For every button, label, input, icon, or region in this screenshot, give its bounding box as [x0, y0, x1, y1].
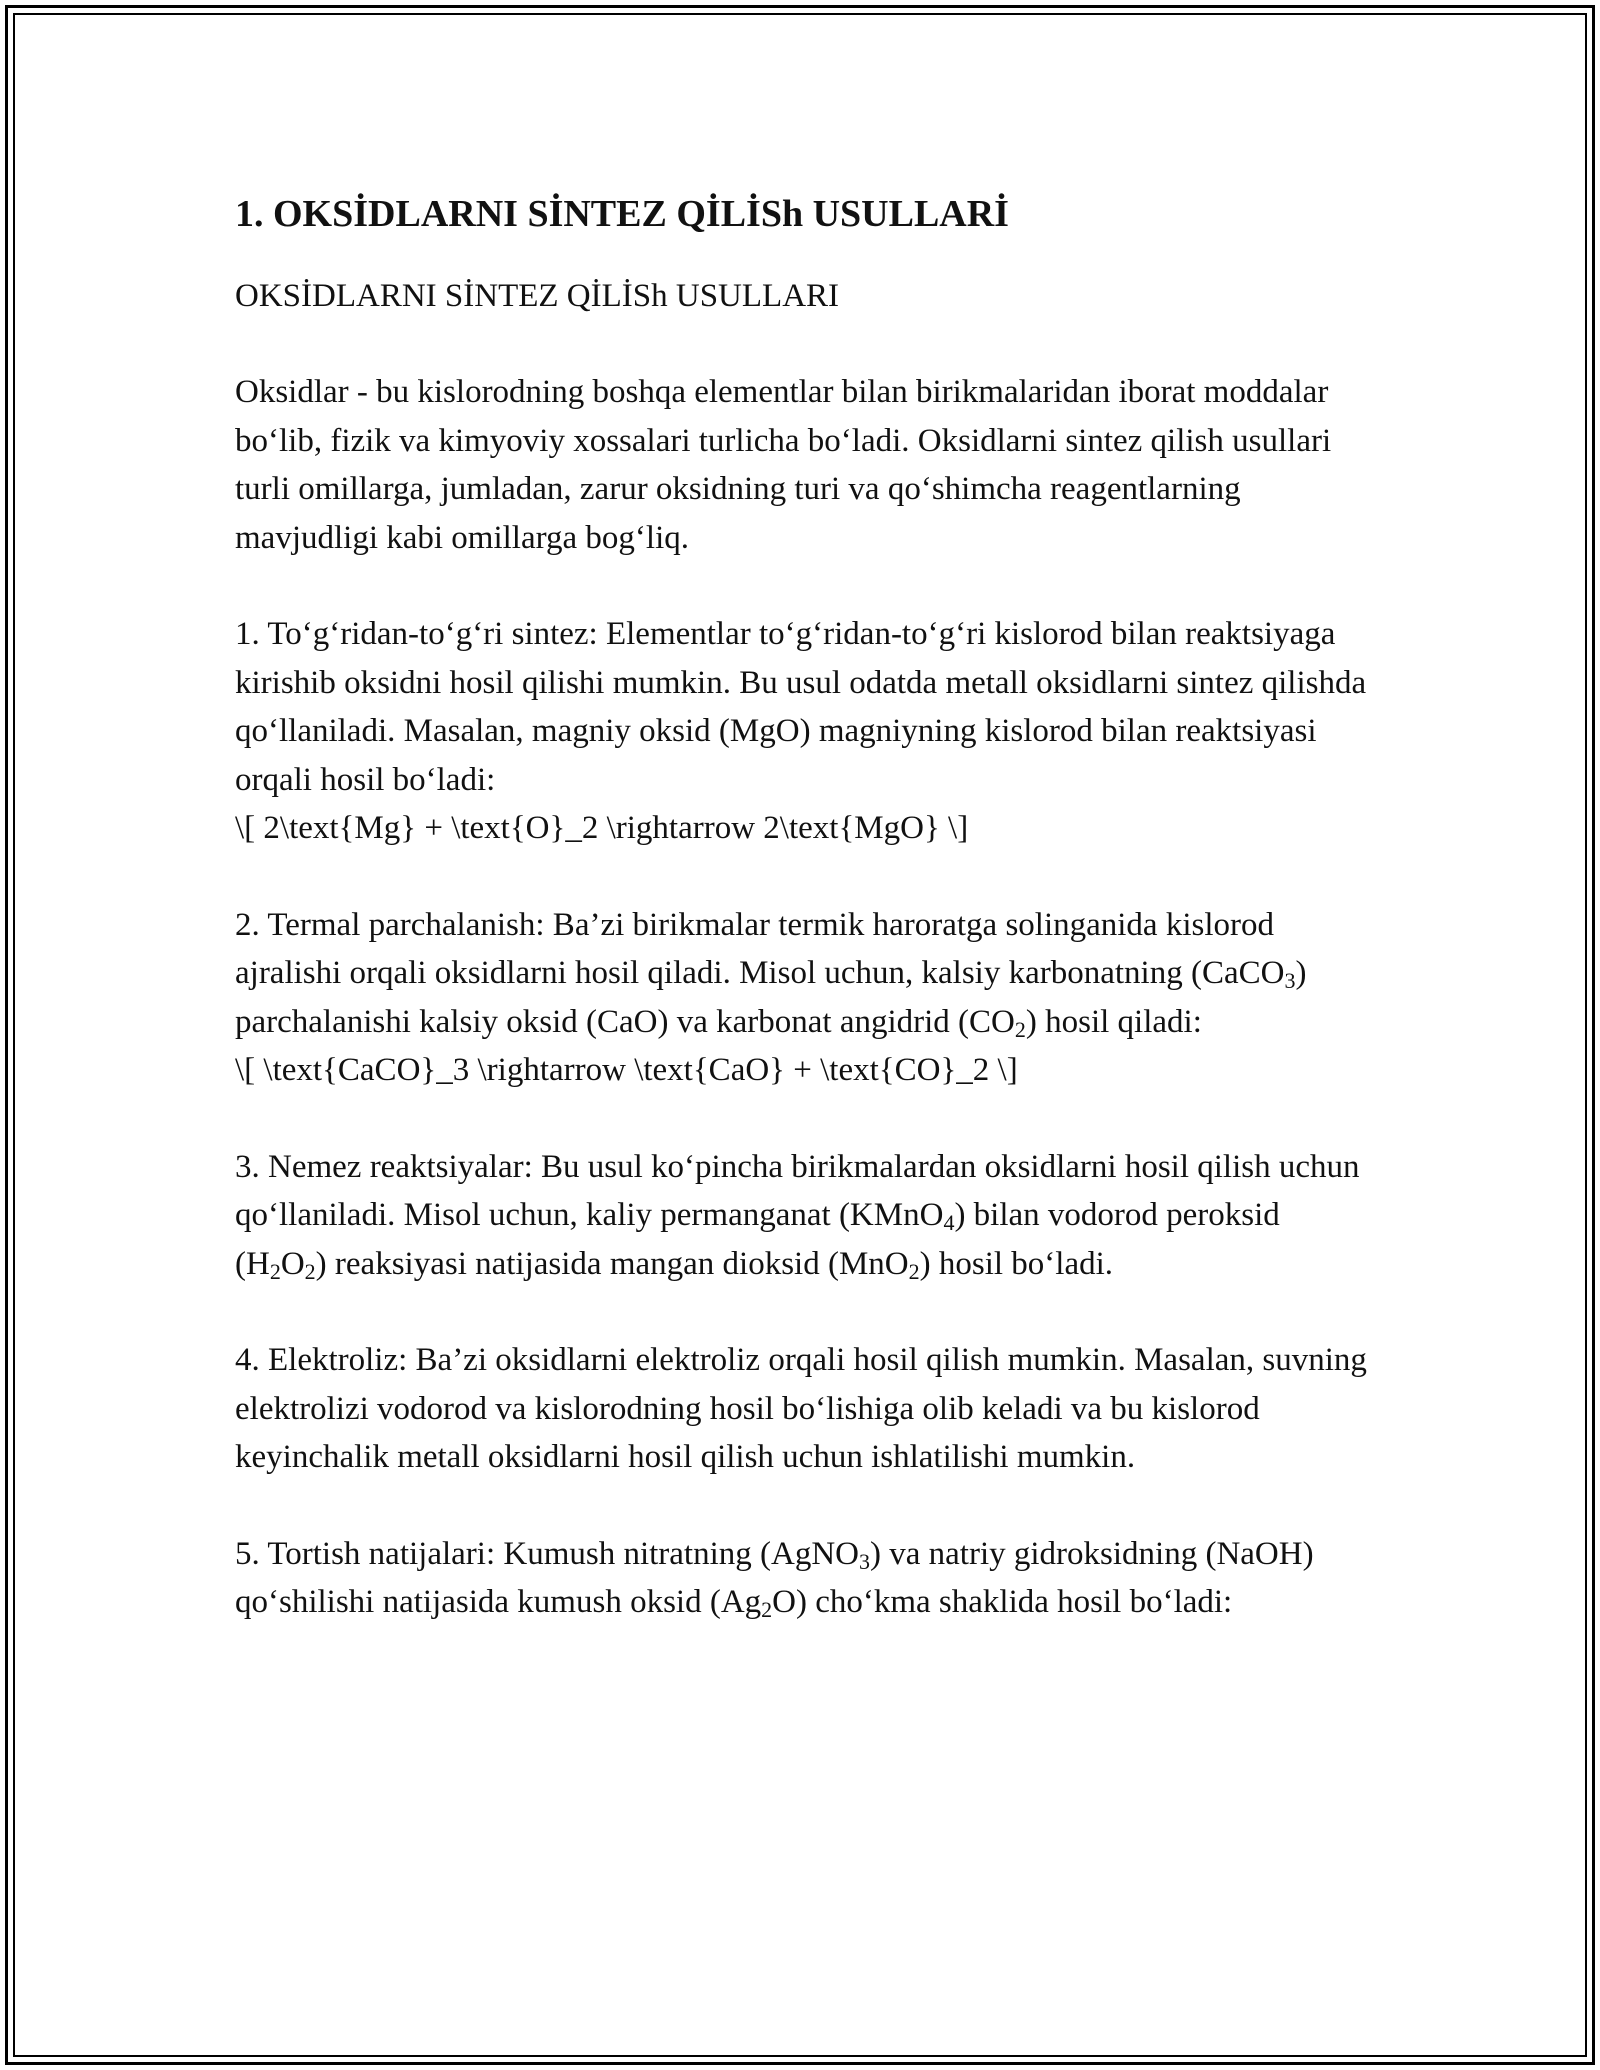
section-2-text-a: 2. Termal parchalanish: Ba’zi birikmalar termik haroratga solinganida kislorod ajralishi orqali oksidlarni hosil qiladi. Misol uchun, kalsiy karbonatning (CaCO [235, 906, 1285, 991]
section-3-subscript-a: 4 [943, 1210, 955, 1235]
document-page [235, 190, 1375, 1675]
section-2-paragraph [235, 901, 1375, 1095]
section-5-text-b: ) va natriy gidroksidning (NaOH) qo‘shilishi natijasida kumush oksid (Ag [235, 1535, 1314, 1620]
section-3-text-e: ) hosil bo‘ladi. [919, 1245, 1114, 1282]
section-3-text-d: ) reaksiyasi natijasida mangan dioksid (MnO [315, 1245, 909, 1282]
section-2-subscript-a: 3 [1284, 968, 1296, 993]
section-1-text: 1. To‘g‘ridan-to‘g‘ri sintez: Elementlar to‘g‘ridan-to‘g‘ri kislorod bilan reaktsiyaga kirishib oksidni hosil qilishi mumkin. Bu usul odatda metall oksidlarni sintez qilishda qo‘llaniladi. Masalan, magniy oksid (MgO) magniyning kislorod bilan reaktsiyasi orqali hosil bo‘ladi: [235, 616, 1367, 798]
section-5-text-c: O) cho‘kma shaklida hosil bo‘ladi: [772, 1584, 1233, 1620]
section-1-formula: \[ 2\text{Mg} + \text{O}_2 \rightarrow 2\text{MgO} \] [235, 810, 969, 846]
section-3-subscript-d: 2 [908, 1258, 920, 1284]
section-2-text-c: ) hosil qiladi: [1025, 1003, 1202, 1040]
section-2-subscript-b: 2 [1014, 1016, 1026, 1042]
section-5-paragraph [235, 1530, 1375, 1627]
section-3-paragraph [235, 1143, 1375, 1289]
section-4-paragraph: 4. Elektroliz: Ba’zi oksidlarni elektroliz orqali hosil qilish mumkin. Masalan, suvning elektrolizi vodorod va kislorodning hosil bo‘lishiga olib keladi va bu kislorod keyinchalik metall oksidlarni hosil qilish uchun ishlatilishi mumkin. [235, 1342, 1367, 1475]
section-3-text-a: 3. Nemez reaktsiyalar: Bu usul ko‘pincha birikmalardan oksidlarni hosil qilish uchun qo‘llaniladi. Misol uchun, kaliy permanganat (KMnO [235, 1148, 1360, 1233]
document-title: 1. OKSİDLARNI SİNTEZ QİLİSh USULLARİ [235, 193, 1009, 235]
section-5-subscript-a: 3 [859, 1548, 871, 1574]
section-3-text-b: ) bilan vodorod peroksid (H [235, 1197, 1280, 1282]
section-3-subscript-b: 2 [269, 1258, 281, 1284]
section-3-subscript-c: 2 [304, 1258, 316, 1284]
section-5-text-a: 5. Tortish natijalari: Kumush nitratning (AgNO [235, 1535, 860, 1572]
section-3-text-c: O [280, 1245, 305, 1282]
section-1-paragraph [235, 610, 1375, 853]
section-5-subscript-b: 2 [761, 1597, 773, 1622]
document-subtitle: OKSİDLARNI SİNTEZ QİLİSh USULLARI [235, 278, 840, 314]
section-2-formula: \[ \text{CaCO}_3 \rightarrow \text{CaO} + \text{CO}_2 \] [235, 1052, 1018, 1088]
section-2-text-b: ) parchalanishi kalsiy oksid (CaO) va karbonat angidrid (CO [235, 955, 1307, 1040]
intro-paragraph: Oksidlar - bu kislorodning boshqa elementlar bilan birikmalaridan iborat moddalar bo‘lib, fizik va kimyoviy xossalari turlicha bo‘ladi. Oksidlarni sintez qilish usullari turli omillarga, jumladan, zarur oksidning turi va qo‘shimcha reagentlarning mavjudligi kabi omillarga bog‘liq. [235, 374, 1332, 556]
